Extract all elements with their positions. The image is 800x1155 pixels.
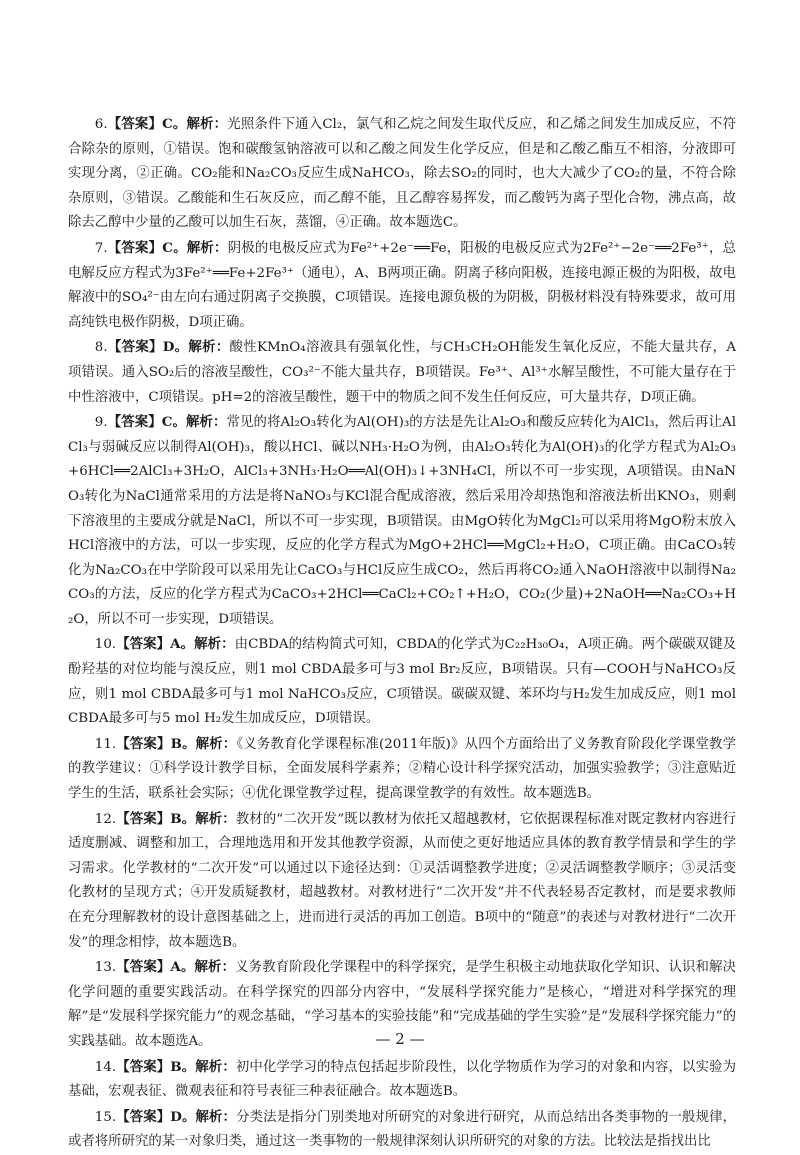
answer-number: 7. [94, 240, 108, 256]
analysis-text: 教材的“二次开发”既以教材为依托又超越教材，它依据课程标准对既定教材内容进行适度删减、调整和加工，合理地选用和开发其他教学资源，从而使之更好地适应具体的教育教学情景和学生的学习需求。化学教材的“二次开发”可以通过以下途径达到：①灵活调整教学进度；②灵活调整教学顺序；③灵活变化教材的呈现方式；④开发质疑教材，超越教材。对教材进行“二次开发”并不代表轻易否定教材，而是要求教师在充分理解教材的设计意图基础之上，进而进行灵活的再加工创造。B项中的“随意”的表述与对教材进行“二次开发”的理念相悖，故本题选B。 [68, 811, 736, 950]
analysis-label: 解析： [188, 339, 230, 356]
answer-key: 【答案】D。 [116, 1108, 196, 1125]
analysis-label: 解析： [186, 239, 228, 256]
answer-key: 【答案】C。 [107, 116, 187, 132]
answer-item [68, 732, 736, 807]
answer-number: 9. [94, 415, 108, 431]
analysis-text: 分类法是指分门别类地对所研究的对象进行研究，从而总结出各类事物的一般规律，或者将所研究的某一对象归类，通过这一类事物的一般规律深刻认识所研究的对象的方法。比较法是指找出比 [68, 1109, 736, 1150]
analysis-text: 阴极的电极反应式为Fe²⁺+2e⁻══Fe，阳极的电极反应式为2Fe²⁺−2e⁻══2Fe³⁺，总电解反应方程式为3Fe²⁺══Fe+2Fe³⁺（通电），A、B两项正确。阴离子移向阳极，连接电源正极的为阳极，故电解液中的SO₄²⁻由左向右通过阴离子交换膜，C项错误。连接电源负极的为阴极，阴极材料没有特殊要求，故可用高纯铁电极作阴极，D项正确。 [68, 240, 736, 330]
analysis-text: 酸性KMnO₄溶液具有强氧化性，与CH₃CH₂OH能发生氧化反应，不能大量共存，A项错误。通入SO₂后的溶液呈酸性，CO₃²⁻不能大量共存，B项错误。Fe³⁺、Al³⁺水解呈酸性，不可能大量存在于中性溶液中，C项错误。pH=2的溶液呈酸性，题干中的物质之间不发生任何反应，可大量共存，D项正确。 [68, 340, 737, 405]
answer-item [68, 1055, 736, 1105]
analysis-label: 解析： [195, 735, 237, 752]
answer-key: 【答案】A。 [116, 636, 195, 653]
analysis-label: 解析： [195, 1108, 237, 1125]
answer-item [68, 410, 736, 632]
answer-item [68, 335, 736, 410]
analysis-text: 光照条件下通入Cl₂，氯气和乙烷之间发生取代反应，和乙烯之间发生加成反应，不符合除杂的原则，①错误。饱和碳酸氢钠溶液可以和乙酸之间发生化学反应，但是和乙酸乙酯互不相溶，分液即可实现分离，②正确。CO₂能和Na₂CO₃反应生成NaHCO₃，除去SO₂的同时，也大大减少了CO₂的量，不符合除杂原则，③错误。乙酸能和生石灰反应，而乙醇不能，且乙醇容易挥发，而乙酸钙为离子型化合物，沸点高，故除去乙醇中少量的乙酸可以加生石灰，蒸馏，④正确。故本题选C。 [68, 117, 736, 231]
answer-key: 【答案】B。 [116, 735, 196, 752]
answer-number: 6. [94, 117, 108, 132]
answer-item [68, 632, 736, 731]
answer-key: 【答案】C。 [107, 414, 186, 431]
answer-key: 【答案】B。 [116, 1058, 196, 1075]
analysis-label: 解析： [195, 1058, 236, 1075]
answer-number: 15. [94, 1109, 117, 1125]
answer-item [68, 807, 736, 956]
answer-item [68, 1105, 736, 1155]
answer-number: 12. [94, 811, 117, 827]
analysis-label: 解析： [185, 414, 227, 431]
answer-number: 10. [94, 637, 117, 653]
answer-number: 14. [94, 1059, 117, 1075]
answer-number: 8. [94, 340, 108, 356]
answer-item [68, 112, 736, 236]
analysis-label: 解析： [194, 959, 236, 976]
analysis-text: 《义务教育化学课程标准(2011年版)》从四个方面给出了义务教育阶段化学课堂教学的教学建议：①科学设计教学目标，全面发展科学素养；②精心设计科学探究活动，加强实验教学；③注意贴近学生的生活，联系社会实际；④优化课堂教学过程，提高课堂教学的有效性。故本题选B。 [68, 736, 737, 802]
analysis-text: 初中化学学习的特点包括起步阶段性，以化学物质作为学习的对象和内容，以实验为基础，宏观表征、微观表征和符号表征三种表征融合。故本题选B。 [68, 1059, 737, 1100]
answer-item [68, 236, 736, 335]
answer-key: 【答案】C。 [107, 239, 187, 256]
analysis-label: 解析： [195, 810, 236, 827]
answer-key: 【答案】B。 [116, 810, 196, 827]
answer-key: 【答案】A。 [116, 959, 195, 976]
analysis-label: 解析： [186, 116, 228, 132]
answer-key: 【答案】D。 [107, 339, 189, 356]
answer-number: 13. [94, 960, 117, 976]
analysis-text: 由CBDA的结构简式可知，CBDA的化学式为C₂₂H₃₀O₄，A项正确。两个碳碳双键及酚羟基的对位均能与溴反应，则1 mol CBDA最多可与3 mol Br₂反应，B项错误。只有—COOH与NaHCO₃反应，则1 mol CBDA最多可与1 mol NaHCO₃反应，C项错误。碳碳双键、苯环均与H₂发生加成反应，则1 mol CBDA最多可与5 mol H₂发生加成反应，D项错误。 [68, 637, 736, 727]
page-number: — 2 — [375, 1030, 425, 1048]
analysis-text: 义务教育阶段化学课程中的科学探究，是学生积极主动地获取化学知识、认识和解决化学问题的重要实践活动。在科学探究的四部分内容中，“发展科学探究能力”是核心，“增进对科学探究的理解”是“发展科学探究能力”的观念基础，“学习基本的实验技能”和“完成基础的学生实验”是“发展科学探究能力”的实践基础。故本题选A。 [68, 960, 737, 1049]
analysis-text: 常见的将Al₂O₃转化为Al(OH)₃的方法是先让Al₂O₃和酸反应转化为AlCl₃，然后再让AlCl₃与弱碱反应以制得Al(OH)₃，酸以HCl、碱以NH₃·H₂O为例，由Al₂O₃转化为Al(OH)₃的化学方程式为Al₂O₃+6HCl══2AlCl₃+3H₂O，AlCl₃+3NH₃·H₂O══Al(OH)₃↓+3NH₄Cl，所以不可一步实现，A项错误。由NaNO₃转化为NaCl通常采用的方法是将NaNO₃与KCl混合配成溶液，然后采用冷却热饱和溶液法析出KNO₃，则剩下溶液里的主要成分就是NaCl，所以不可一步实现，B项错误。由MgO转化为MgCl₂可以采用将MgO粉末放入HCl溶液中的方法，可以一步实现，反应的化学方程式为MgO+2HCl══MgCl₂+H₂O，C项正确。由CaCO₃转化为Na₂CO₃在中学阶段可以采用先让CaCO₃与HCl反应生成CO₂，然后再将CO₂通入NaOH溶液中以制得Na₂CO₃的方法，反应的化学方程式为CaCO₃+2HCl══CaCl₂+CO₂↑+H₂O，CO₂(少量)+2NaOH══Na₂CO₃+H₂O，所以不可一步实现，D项错误。 [68, 415, 737, 627]
answer-number: 11. [94, 736, 117, 752]
analysis-label: 解析： [194, 636, 235, 653]
answer-explanations [68, 112, 736, 1155]
